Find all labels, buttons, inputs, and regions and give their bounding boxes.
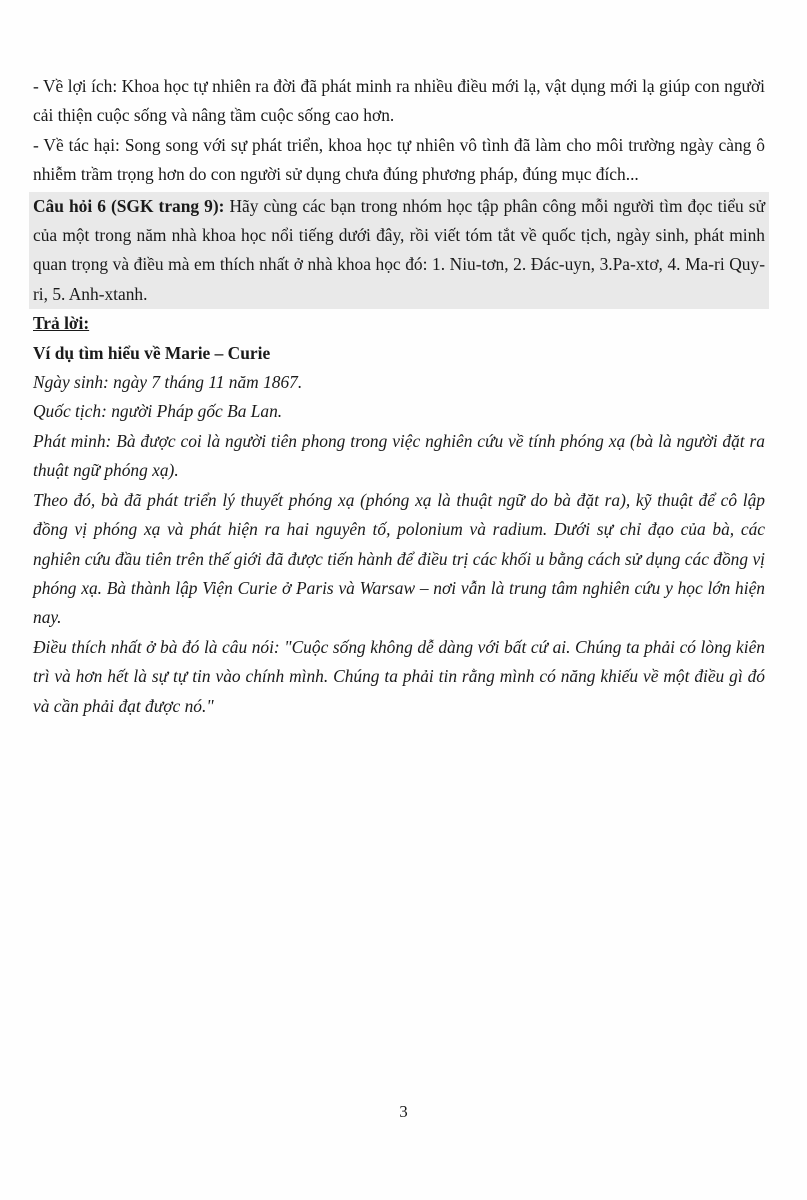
example-heading: Ví dụ tìm hiểu về Marie – Curie — [33, 342, 271, 363]
question-highlight-box — [29, 192, 769, 310]
invention-paragraph: Phát minh: Bà được coi là người tiên phong trong việc nghiên cứu về tính phóng xạ (bà là người đặt ra thuật ngữ phóng xạ). — [33, 430, 765, 481]
question-text: Hãy cùng các bạn trong nhóm học tập phân công mỗi người tìm đọc tiểu sử của một trong năm nhà khoa học nổi tiếng dưới đây, rồi viết tóm tắt về quốc tịch, ngày sinh, phát minh quan trọng và điều mà em thích nhất ở nhà khoa học đó: 1. Niu-tơn, 2. Đác-uyn, 3.Pa-xtơ, 4. Ma-ri Quy-ri, 5. Anh-xtanh. — [33, 195, 765, 304]
birth-line: Ngày sinh: ngày 7 tháng 11 năm 1867. — [33, 372, 303, 393]
page-number: 3 — [399, 1102, 408, 1121]
question-paragraph — [33, 192, 765, 310]
detail-paragraph: Theo đó, bà đã phát triển lý thuyết phóng xạ (phóng xạ là thuật ngữ do bà đặt ra), kỹ thuật để cô lập đồng vị phóng xạ và phát hiện ra hai nguyên tố, polonium và radium. Dưới sự chỉ đạo của bà, các nghiên cứu đầu tiên trên thế giới đã được tiến hành để điều trị các khối u bằng cách sử dụng các đồng vị phóng xạ. Bà thành lập Viện Curie ở Paris và Warsaw – nơi vẫn là trung tâm nghiên cứu y học lớn hiện nay. — [33, 489, 765, 628]
harms-paragraph: - Về tác hại: Song song với sự phát triển, khoa học tự nhiên vô tình đã làm cho môi trường ngày càng ô nhiễm trầm trọng hơn do con người sử dụng chưa đúng phương pháp, đúng mục đích... — [33, 134, 765, 185]
benefits-paragraph: - Về lợi ích: Khoa học tự nhiên ra đời đã phát minh ra nhiều điều mới lạ, vật dụng mới lạ giúp con người cải thiện cuộc sống và nâng tầm cuộc sống cao hơn. — [33, 76, 765, 126]
question-label: Câu hỏi 6 (SGK trang 9): — [33, 195, 225, 216]
favorite-quote-paragraph: Điều thích nhất ở bà đó là câu nói: "Cuộc sống không dễ dàng với bất cứ ai. Chúng ta phải có lòng kiên trì và hơn hết là sự tự tin vào chính mình. Chúng ta phải tin rằng mình có năng khiếu về một điều gì đó và cần phải đạt được nó." — [33, 636, 765, 716]
nationality-line: Quốc tịch: người Pháp gốc Ba Lan. — [33, 401, 283, 422]
page-content — [33, 72, 765, 721]
answer-heading: Trả lời: — [33, 313, 90, 334]
